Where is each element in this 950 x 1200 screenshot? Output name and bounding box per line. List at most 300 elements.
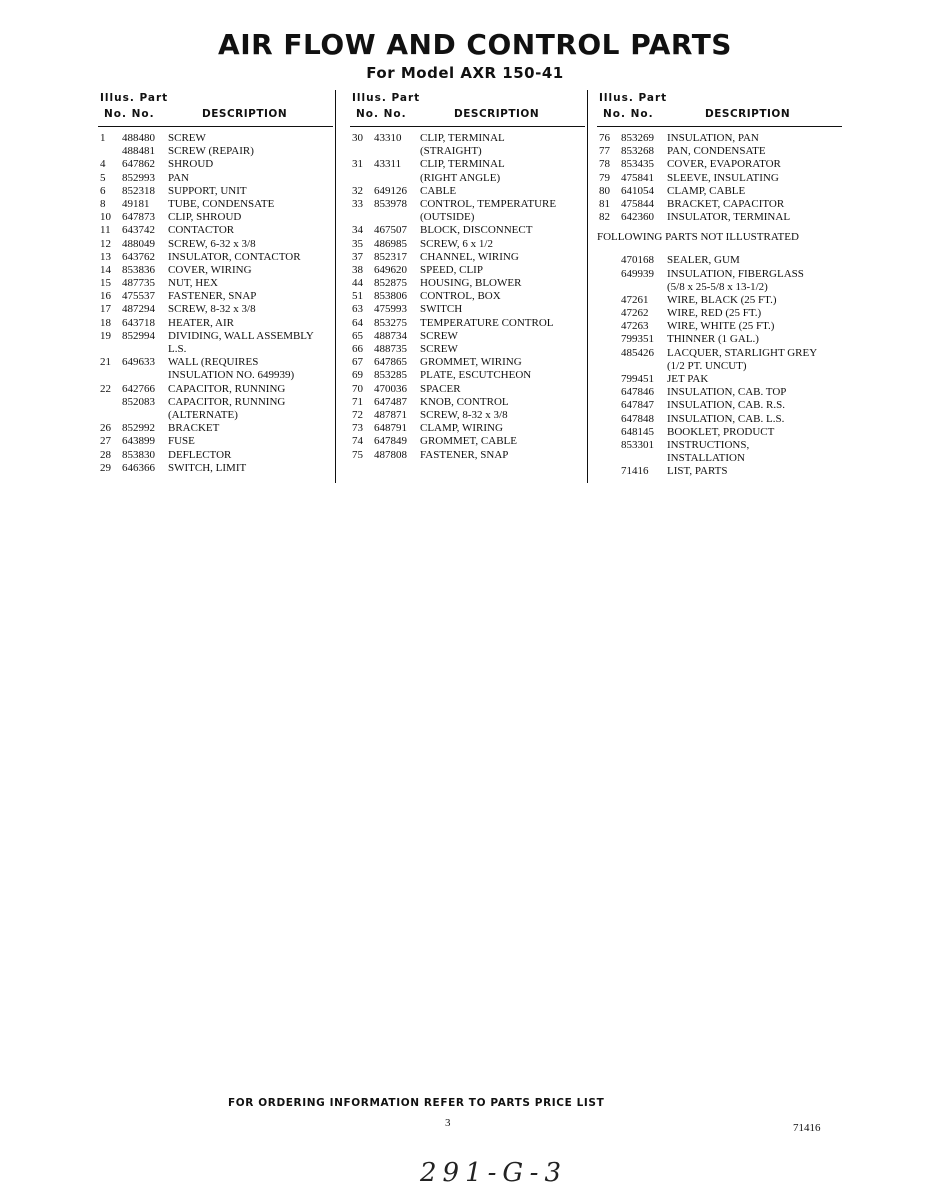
table-row — [350, 277, 585, 290]
part-description: HOUSING, BLOWER — [420, 277, 522, 290]
part-description: (ALTERNATE) — [168, 408, 238, 421]
illus-number — [98, 343, 122, 356]
part-description: WIRE, WHITE (25 FT.) — [667, 320, 775, 333]
illus-number: 81 — [599, 197, 610, 210]
part-number: 852317 — [374, 250, 407, 263]
part-description: SCREW, 6 x 1/2 — [420, 237, 493, 250]
part-number: 852318 — [122, 184, 155, 197]
illus-number: 34 — [352, 224, 363, 237]
part-description: FASTENER, SNAP — [420, 448, 509, 461]
illus-number — [597, 281, 621, 294]
table-row — [597, 373, 842, 386]
part-description: TEMPERATURE CONTROL — [420, 316, 554, 329]
part-number: 643742 — [122, 224, 155, 237]
part-description: (5/8 x 25-5/8 x 13-1/2) — [667, 280, 768, 293]
part-description: INSULATION, CAB. L.S. — [667, 412, 785, 425]
table-row — [98, 172, 333, 185]
table-row — [597, 281, 842, 294]
illus-number: 17 — [100, 303, 111, 316]
table-row — [98, 132, 333, 145]
table-row — [98, 264, 333, 277]
illus-number: 74 — [352, 435, 363, 448]
illus-number: 65 — [352, 329, 363, 342]
table-row — [350, 264, 585, 277]
part-number — [621, 360, 667, 373]
table-row — [597, 145, 842, 158]
table-row — [597, 185, 842, 198]
illus-number — [98, 409, 122, 422]
part-description: (STRAIGHT) — [420, 145, 482, 158]
table-row — [98, 435, 333, 448]
illus-number: 29 — [100, 461, 111, 474]
table-row — [350, 422, 585, 435]
part-description: BOOKLET, PRODUCT — [667, 425, 775, 438]
illus-number: 71 — [352, 395, 363, 408]
table-row — [98, 238, 333, 251]
part-number: 853978 — [374, 197, 407, 210]
table-row — [350, 211, 585, 224]
part-number: 853806 — [374, 290, 407, 303]
table-row — [597, 465, 842, 478]
table-row — [98, 356, 333, 369]
part-number — [374, 211, 420, 224]
table-row — [597, 413, 842, 426]
table-row — [98, 303, 333, 316]
table-row — [350, 145, 585, 158]
illus-number: 67 — [352, 356, 363, 369]
parts-list — [597, 132, 842, 224]
table-row — [98, 330, 333, 343]
illus-number: 22 — [100, 382, 111, 395]
header-description: DESCRIPTION — [454, 108, 540, 120]
illus-number: 72 — [352, 408, 363, 421]
illus-number: 6 — [100, 184, 106, 197]
column-divider-2 — [587, 90, 588, 483]
part-description: CLIP, TERMINAL — [420, 132, 505, 144]
part-number: 485426 — [621, 346, 654, 359]
table-row — [597, 426, 842, 439]
table-row — [350, 198, 585, 211]
part-number: 487735 — [122, 277, 155, 290]
header-description: DESCRIPTION — [705, 108, 791, 120]
part-description: SWITCH, LIMIT — [168, 461, 247, 474]
illus-number: 69 — [352, 369, 363, 382]
table-row — [597, 172, 842, 185]
table-row — [350, 409, 585, 422]
part-description: WIRE, RED (25 FT.) — [667, 307, 762, 320]
table-row — [98, 462, 333, 475]
illus-number — [597, 268, 621, 281]
part-number: 475993 — [374, 303, 407, 316]
part-number: 646366 — [122, 461, 155, 474]
table-row — [597, 386, 842, 399]
part-description: FUSE — [168, 435, 195, 448]
part-description: SCREW — [420, 329, 458, 342]
illus-number — [350, 145, 374, 158]
table-row — [98, 251, 333, 264]
illus-number — [597, 439, 621, 452]
part-number: 71416 — [621, 465, 649, 478]
page-number: 3 — [445, 1117, 451, 1129]
part-number: 49181 — [122, 197, 150, 210]
table-row — [98, 198, 333, 211]
illus-number: 28 — [100, 448, 111, 461]
table-row — [350, 251, 585, 264]
part-number: 647487 — [374, 395, 407, 408]
part-number: 853830 — [122, 448, 155, 461]
part-description: SHROUD — [168, 158, 214, 171]
part-description: SCREW (REPAIR) — [168, 145, 254, 158]
table-row — [98, 343, 333, 356]
part-description: CHANNEL, WIRING — [420, 250, 519, 263]
illus-number: 21 — [100, 356, 111, 369]
part-description: JET PAK — [667, 373, 709, 385]
part-description: WALL (REQUIRES — [168, 356, 259, 369]
illus-number: 33 — [352, 197, 363, 210]
part-number: 643899 — [122, 435, 155, 448]
part-description: GROMMET, CABLE — [420, 435, 517, 448]
part-number: 648791 — [374, 422, 407, 435]
illus-number — [597, 360, 621, 373]
parts-column-2 — [350, 92, 585, 462]
illus-number — [597, 347, 621, 360]
part-number — [122, 343, 168, 356]
part-number: 475844 — [621, 197, 654, 210]
part-number — [122, 369, 168, 382]
table-row — [98, 317, 333, 330]
illus-number: 26 — [100, 422, 111, 435]
illus-number: 82 — [599, 211, 610, 224]
part-description: DEFLECTOR — [168, 448, 232, 461]
part-description: SPEED, CLIP — [420, 263, 483, 276]
part-number: 470168 — [621, 254, 654, 267]
part-description: CAPACITOR, RUNNING — [168, 382, 286, 395]
illus-number — [597, 254, 621, 267]
illus-number — [597, 373, 621, 386]
part-description: CABLE — [420, 184, 457, 197]
part-description: SCREW — [168, 132, 206, 144]
part-number: 486985 — [374, 237, 407, 250]
part-description: SCREW, 8-32 x 3/8 — [420, 408, 508, 421]
part-description: CAPACITOR, RUNNING — [168, 395, 286, 408]
part-number: 487294 — [122, 303, 155, 316]
part-description: INSULATOR, TERMINAL — [667, 211, 791, 224]
illus-number — [597, 413, 621, 426]
illus-number — [98, 369, 122, 382]
table-row — [597, 452, 842, 465]
illus-number: 4 — [100, 158, 106, 171]
part-number: 47261 — [621, 293, 649, 306]
illus-number: 77 — [599, 145, 610, 158]
table-row — [98, 145, 333, 158]
table-row — [98, 277, 333, 290]
table-row — [350, 330, 585, 343]
part-description: SCREW, 8-32 x 3/8 — [168, 303, 256, 316]
part-number: 852993 — [122, 171, 155, 184]
illus-number — [597, 307, 621, 320]
parts-list — [350, 132, 585, 462]
table-row — [350, 343, 585, 356]
table-row — [350, 158, 585, 171]
illus-number: 35 — [352, 237, 363, 250]
part-description: PAN — [168, 171, 189, 184]
part-number: 43311 — [374, 158, 402, 171]
illus-number — [597, 333, 621, 346]
part-description: SUPPORT, UNIT — [168, 184, 247, 197]
illus-number: 5 — [100, 171, 106, 184]
table-row — [350, 290, 585, 303]
illus-number: 70 — [352, 382, 363, 395]
ordering-footer: FOR ORDERING INFORMATION REFER TO PARTS PRICE LIST — [228, 1097, 605, 1109]
part-number — [374, 145, 420, 158]
part-number: 648145 — [621, 425, 654, 438]
part-number — [621, 452, 667, 465]
illus-number: 14 — [100, 263, 111, 276]
part-number: 853435 — [621, 158, 654, 171]
part-number: 852875 — [374, 277, 407, 290]
part-number: 799351 — [621, 333, 654, 346]
part-number: 853269 — [621, 132, 654, 144]
illus-number: 19 — [100, 329, 111, 342]
part-description: INSULATION, CAB. R.S. — [667, 399, 785, 412]
illus-number — [98, 396, 122, 409]
part-number: 853275 — [374, 316, 407, 329]
illus-number: 31 — [352, 158, 363, 171]
illus-number: 10 — [100, 211, 111, 224]
table-row — [350, 172, 585, 185]
model-subtitle: For Model AXR 150-41 — [366, 64, 564, 82]
illus-number: 66 — [352, 343, 363, 355]
illus-number: 13 — [100, 250, 111, 263]
table-row — [350, 238, 585, 251]
table-row — [350, 132, 585, 145]
illus-number — [597, 320, 621, 333]
part-description: COVER, WIRING — [168, 263, 252, 276]
part-description: INSULATION, FIBERGLASS — [667, 267, 804, 280]
part-description: NUT, HEX — [168, 277, 218, 290]
part-description: SEALER, GUM — [667, 254, 740, 267]
part-number: 647873 — [122, 211, 155, 224]
part-number: 647865 — [374, 356, 407, 369]
table-row — [98, 449, 333, 462]
part-description: SPACER — [420, 382, 461, 395]
parts-list — [98, 132, 333, 475]
table-row — [98, 409, 333, 422]
part-number: 487808 — [374, 448, 407, 461]
part-number: 647846 — [621, 386, 654, 399]
part-description: PAN, CONDENSATE — [667, 145, 766, 158]
illus-number: 75 — [352, 448, 363, 461]
part-description: L.S. — [168, 343, 187, 355]
illus-number — [597, 452, 621, 465]
handwritten-note: 291-G-3 — [420, 1158, 567, 1188]
illus-number — [597, 386, 621, 399]
illus-number — [597, 399, 621, 412]
part-number: 649620 — [374, 263, 407, 276]
illus-number: 8 — [100, 197, 106, 210]
part-number — [374, 172, 420, 185]
table-row — [597, 158, 842, 171]
header-rule — [350, 126, 585, 127]
part-description: SCREW, 6-32 x 3/8 — [168, 237, 256, 250]
part-description: HEATER, AIR — [168, 316, 234, 329]
part-number: 649633 — [122, 356, 155, 369]
part-number: 853268 — [621, 145, 654, 158]
part-description: CLAMP, WIRING — [420, 422, 503, 435]
part-description: FASTENER, SNAP — [168, 290, 257, 303]
page-title: AIR FLOW AND CONTROL PARTS — [218, 28, 732, 61]
part-description: CLAMP, CABLE — [667, 184, 746, 197]
table-row — [597, 268, 842, 281]
part-description: INSULATION NO. 649939) — [168, 369, 295, 382]
part-description: WIRE, BLACK (25 FT.) — [667, 293, 777, 306]
illus-number: 78 — [599, 158, 610, 171]
table-row — [98, 290, 333, 303]
illus-number: 1 — [100, 132, 106, 144]
table-row — [98, 396, 333, 409]
part-number: 641054 — [621, 184, 654, 197]
header-no-no: No. No. — [603, 108, 654, 120]
table-row — [350, 396, 585, 409]
part-description: SLEEVE, INSULATING — [667, 171, 779, 184]
table-row — [597, 439, 842, 452]
illus-number: 76 — [599, 132, 610, 144]
part-number: 467507 — [374, 224, 407, 237]
header-no-no: No. No. — [104, 108, 155, 120]
table-row — [597, 307, 842, 320]
part-description: CONTACTOR — [168, 224, 235, 237]
header-illus-part: Illus. Part — [100, 92, 169, 104]
table-row — [98, 422, 333, 435]
table-row — [597, 347, 842, 360]
part-number: 488049 — [122, 237, 155, 250]
part-description: INSTRUCTIONS, — [667, 438, 750, 451]
table-row — [597, 254, 842, 267]
part-description: CONTROL, TEMPERATURE — [420, 197, 557, 210]
part-number — [621, 281, 667, 294]
part-number — [122, 409, 168, 422]
table-row — [350, 303, 585, 316]
part-description: LACQUER, STARLIGHT GREY — [667, 346, 818, 359]
part-description: CLIP, SHROUD — [168, 211, 242, 224]
part-number: 475537 — [122, 290, 155, 303]
column-header — [597, 92, 842, 126]
illus-number: 51 — [352, 290, 363, 303]
table-row — [597, 360, 842, 373]
part-description: (RIGHT ANGLE) — [420, 171, 501, 184]
part-description: INSULATION, PAN — [667, 132, 759, 144]
part-description: BRACKET, CAPACITOR — [667, 197, 785, 210]
part-number: 852992 — [122, 422, 155, 435]
illus-number — [350, 211, 374, 224]
header-rule — [98, 126, 333, 127]
part-description: DIVIDING, WALL ASSEMBLY — [168, 329, 314, 342]
column-header — [98, 92, 333, 126]
part-number: 488734 — [374, 329, 407, 342]
part-number: 647862 — [122, 158, 155, 171]
illus-number — [98, 145, 122, 158]
illus-number: 64 — [352, 316, 363, 329]
part-number: 853836 — [122, 263, 155, 276]
illus-number — [597, 294, 621, 307]
header-description: DESCRIPTION — [202, 108, 288, 120]
part-number: 853285 — [374, 369, 407, 382]
table-row — [350, 449, 585, 462]
not-illustrated-note: FOLLOWING PARTS NOT ILLUSTRATED — [597, 231, 799, 244]
illus-number: 12 — [100, 237, 111, 250]
part-description: LIST, PARTS — [667, 465, 728, 478]
header-illus-part: Illus. Part — [599, 92, 668, 104]
part-number: 488735 — [374, 343, 407, 355]
parts-column-3 — [597, 92, 842, 479]
table-row — [350, 317, 585, 330]
part-description: TUBE, CONDENSATE — [168, 197, 275, 210]
illus-number: 73 — [352, 422, 363, 435]
part-number: 488480 — [122, 132, 155, 144]
table-row — [350, 185, 585, 198]
part-number: 642360 — [621, 211, 654, 224]
illus-number: 30 — [352, 132, 363, 144]
illus-number — [350, 172, 374, 185]
part-number: 647849 — [374, 435, 407, 448]
table-row — [597, 333, 842, 346]
part-number: 487871 — [374, 408, 407, 421]
table-row — [98, 369, 333, 382]
table-row — [350, 435, 585, 448]
part-description: BRACKET — [168, 422, 220, 435]
part-number: 853301 — [621, 438, 654, 451]
header-rule — [597, 126, 842, 127]
part-description: BLOCK, DISCONNECT — [420, 224, 533, 237]
part-description: PLATE, ESCUTCHEON — [420, 369, 532, 382]
part-number: 47262 — [621, 307, 649, 320]
illus-number — [597, 465, 621, 478]
part-description: INSULATION, CAB. TOP — [667, 386, 787, 399]
table-row — [98, 224, 333, 237]
part-number: 470036 — [374, 382, 407, 395]
part-description: COVER, EVAPORATOR — [667, 158, 781, 171]
part-number: 43310 — [374, 132, 402, 144]
header-illus-part: Illus. Part — [352, 92, 421, 104]
part-number: 643718 — [122, 316, 155, 329]
table-row — [98, 383, 333, 396]
part-description: KNOB, CONTROL — [420, 395, 509, 408]
table-row — [597, 211, 842, 224]
part-description: (1/2 PT. UNCUT) — [667, 359, 747, 372]
part-number: 649126 — [374, 184, 407, 197]
part-description: INSTALLATION — [667, 452, 745, 465]
table-row — [350, 383, 585, 396]
parts-list-not-illustrated — [597, 254, 842, 478]
table-row — [98, 158, 333, 171]
illus-number: 15 — [100, 277, 111, 290]
illus-number: 44 — [352, 277, 363, 290]
header-no-no: No. No. — [356, 108, 407, 120]
table-row — [98, 211, 333, 224]
part-description: CONTROL, BOX — [420, 290, 501, 303]
illus-number: 63 — [352, 303, 363, 316]
table-row — [597, 320, 842, 333]
column-divider-1 — [335, 90, 336, 483]
illus-number: 38 — [352, 263, 363, 276]
part-number: 799451 — [621, 373, 654, 385]
part-number: 642766 — [122, 382, 155, 395]
table-row — [98, 185, 333, 198]
part-description: THINNER (1 GAL.) — [667, 333, 759, 346]
table-row — [597, 294, 842, 307]
illus-number: 11 — [100, 224, 111, 237]
illus-number: 80 — [599, 184, 610, 197]
